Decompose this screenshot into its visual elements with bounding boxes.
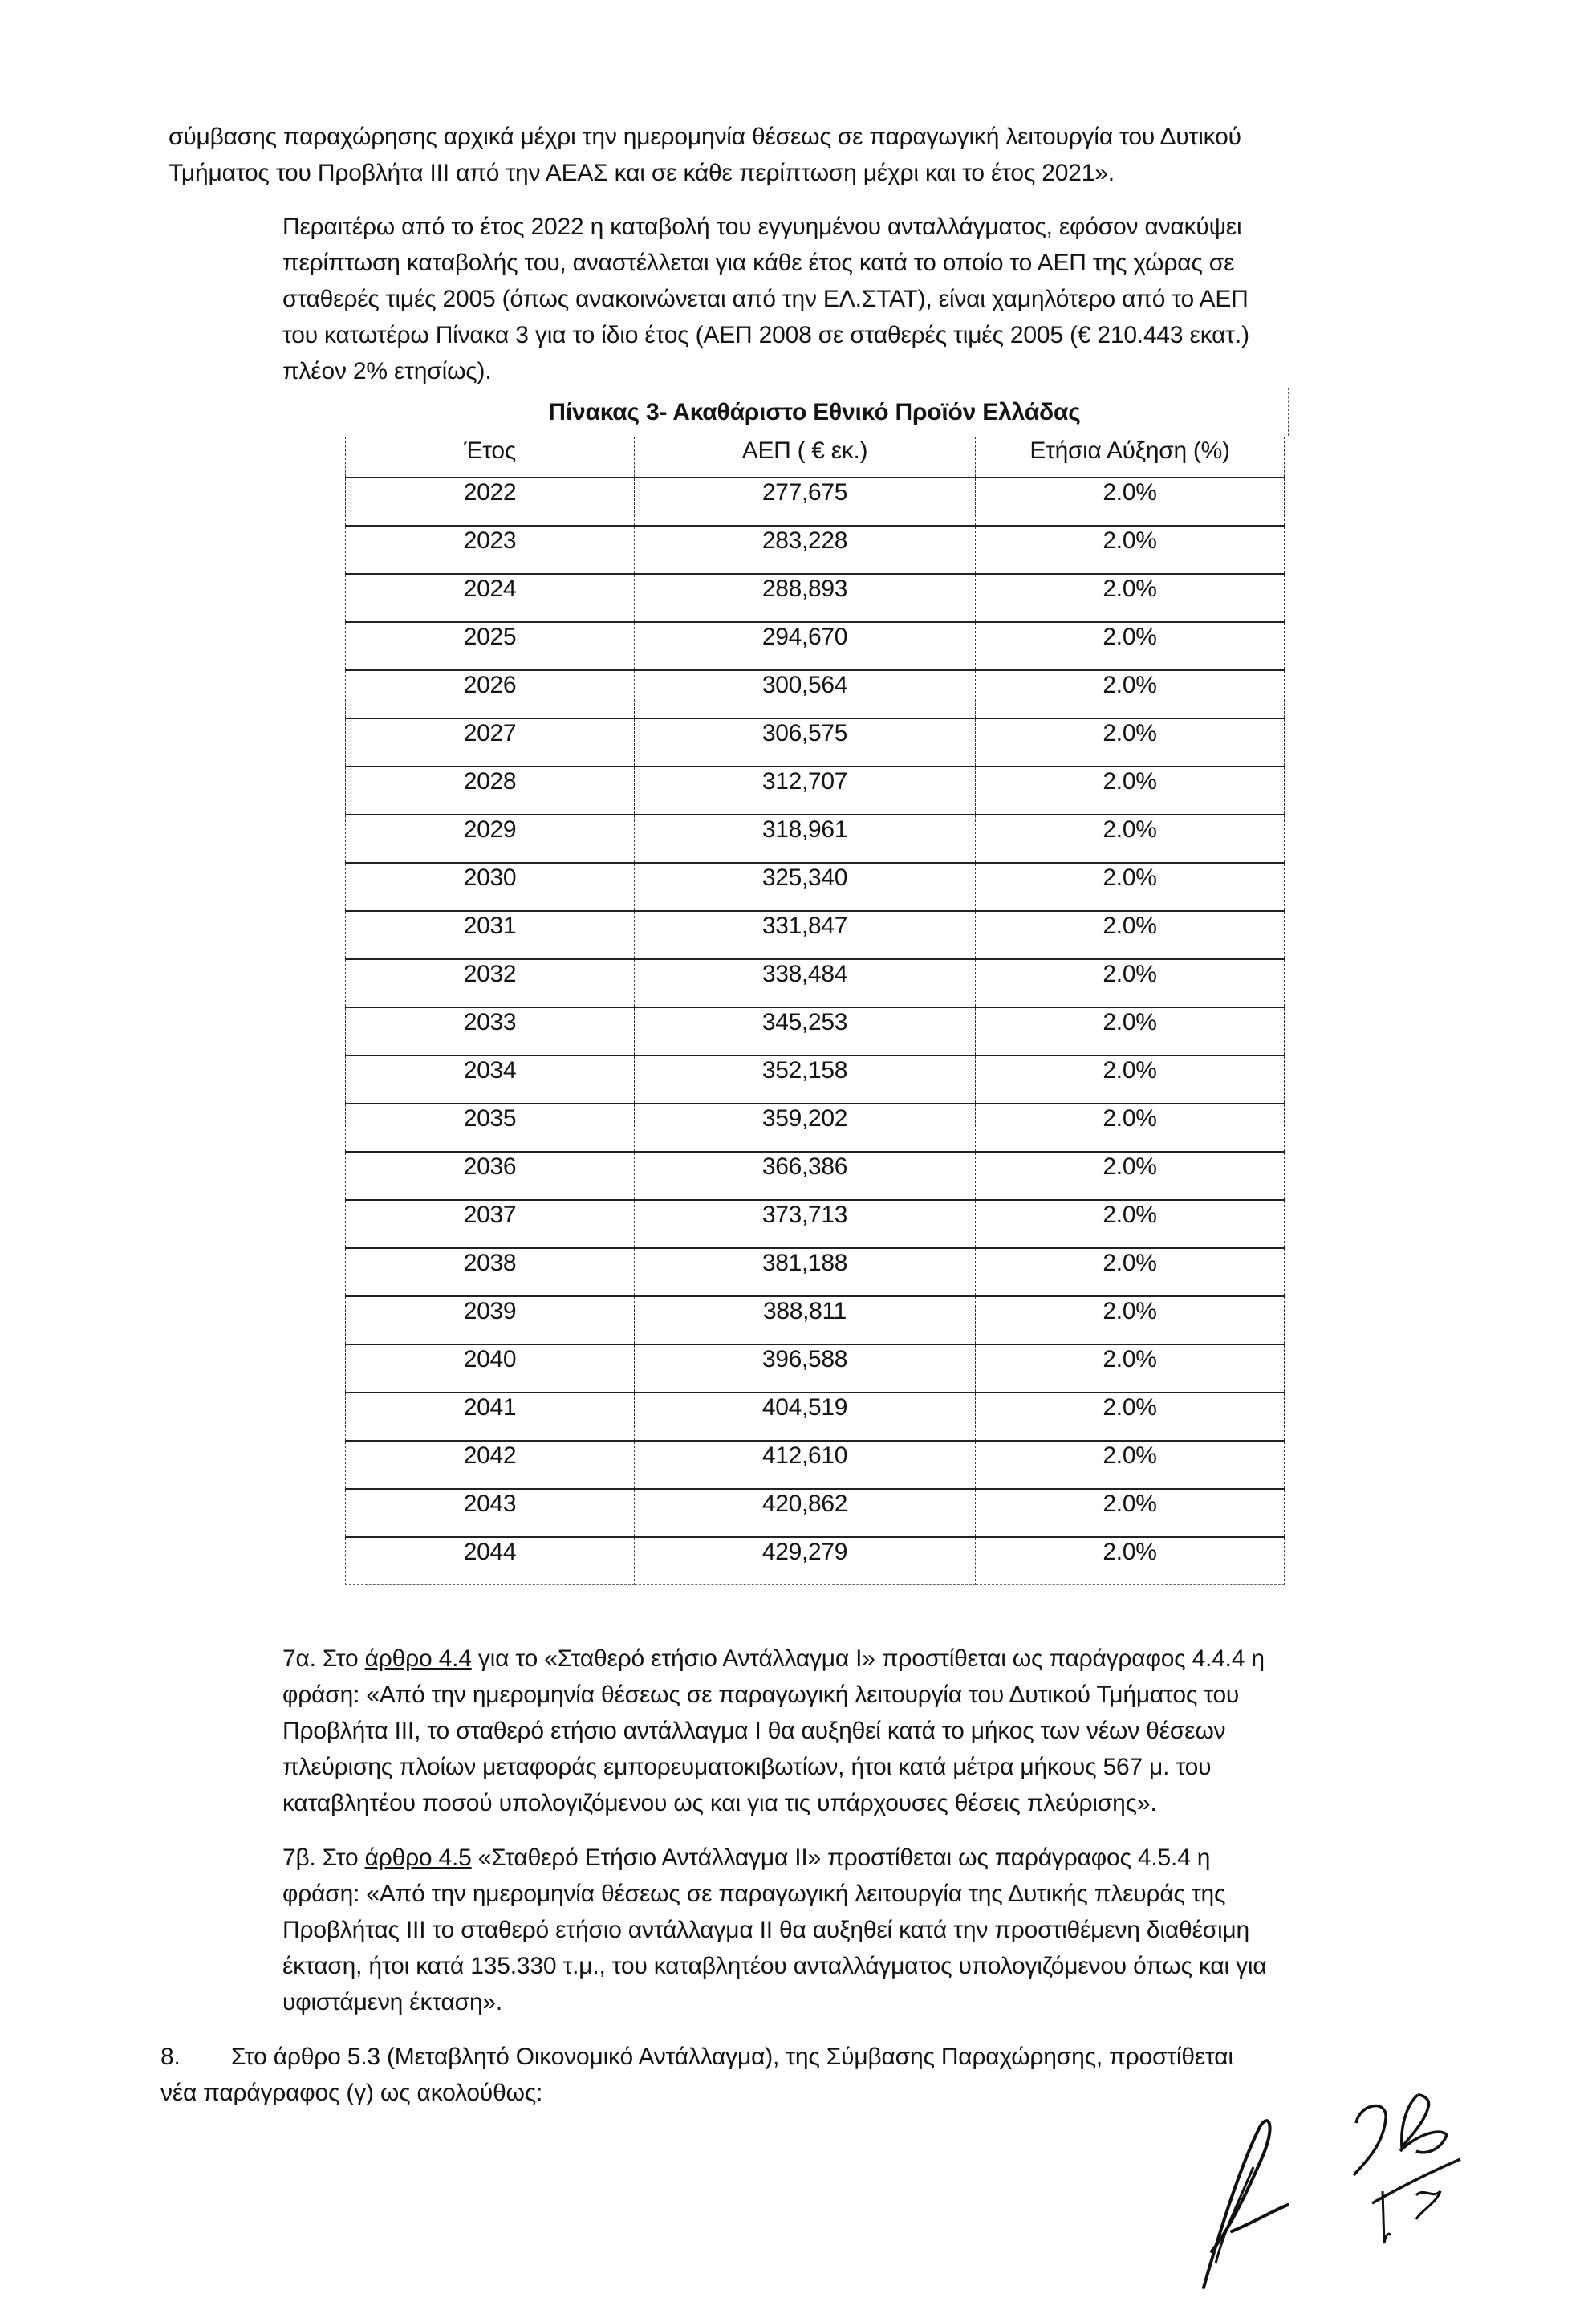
gdp-table [345, 437, 1285, 1585]
text-line: Προβλήτας ΙΙΙ το σταθερό ετήσιο αντάλλαγμα ΙΙ θα αυξηθεί κατά την προστιθέμενη διαθέσιμη [282, 1917, 1249, 1943]
text-line [160, 2039, 1525, 2075]
cell-growth: 2.0% [976, 1248, 1285, 1296]
table-row [346, 863, 1285, 911]
text-line: πλεύρισης πλοίων μεταφοράς εμπορευματοκιβωτίων, ήτοι κατά μέτρα μήκους 567 μ. του [282, 1754, 1212, 1780]
table-row [346, 959, 1285, 1007]
table-row [346, 718, 1285, 767]
table-row [346, 622, 1285, 670]
table-header-row [346, 437, 1285, 478]
table-row [346, 1344, 1285, 1393]
cell-growth: 2.0% [976, 622, 1285, 670]
table-row [346, 1489, 1285, 1537]
table-row [346, 911, 1285, 959]
cell-growth: 2.0% [976, 1007, 1285, 1055]
cell-growth: 2.0% [976, 863, 1285, 911]
cell-year: 2035 [346, 1104, 635, 1152]
section-number: 8. [160, 2044, 181, 2070]
cell-growth: 2.0% [976, 959, 1285, 1007]
cell-gdp: 294,670 [635, 622, 976, 670]
text-line: φράση: «Από την ημερομηνία θέσεως σε παραγωγική λειτουργία της Δυτικής πλευράς της [282, 1881, 1226, 1907]
cell-year: 2037 [346, 1200, 635, 1248]
text-line: Περαιτέρω από το έτος 2022 η καταβολή του εγγυημένου ανταλλάγματος, εφόσον ανακύψει [282, 214, 1242, 240]
text-line: πλέον 2% ετησίως). [282, 358, 492, 384]
cell-growth: 2.0% [976, 526, 1285, 574]
table-border-fragment [1287, 388, 1289, 436]
cell-year: 2040 [346, 1344, 635, 1393]
cell-gdp: 404,519 [635, 1393, 976, 1441]
cell-growth: 2.0% [976, 718, 1285, 767]
cell-gdp: 366,386 [635, 1152, 976, 1200]
text-line [282, 1840, 1514, 1876]
cell-gdp: 345,253 [635, 1007, 976, 1055]
table-row [346, 526, 1285, 574]
article-4-5-link[interactable]: άρθρο 4.5 [364, 1844, 472, 1871]
text-line: υφιστάμενη έκταση». [282, 1989, 503, 2015]
cell-growth: 2.0% [976, 670, 1285, 718]
header-gdp: ΑΕΠ ( € εκ.) [635, 437, 976, 478]
cell-gdp: 381,188 [635, 1248, 976, 1296]
table-row [346, 670, 1285, 718]
cell-gdp: 318,961 [635, 815, 976, 863]
table-row [346, 1152, 1285, 1200]
gdp-table-container [345, 392, 1284, 1585]
text-line: περίπτωση καταβολής του, αναστέλλεται για κάθε έτος κατά το οποίο το ΑΕΠ της χώρας σε [282, 250, 1235, 276]
cell-growth: 2.0% [976, 911, 1285, 959]
cell-growth: 2.0% [976, 1393, 1285, 1441]
cell-gdp: 396,588 [635, 1344, 976, 1393]
table-caption: Πίνακας 3- Ακαθάριστο Εθνικό Προϊόν Ελλάδας [548, 399, 1081, 425]
text-line [282, 1641, 1514, 1677]
table-row [346, 1104, 1285, 1152]
cell-gdp: 352,158 [635, 1055, 976, 1104]
text-line: καταβλητέου ποσού υπολογιζόμενου ως και για τις υπάρχουσες θέσεις πλεύρισης». [282, 1790, 1157, 1816]
cell-year: 2032 [346, 959, 635, 1007]
text-line: νέα παράγραφος (γ) ως ακολούθως: [160, 2080, 543, 2106]
cell-growth: 2.0% [976, 767, 1285, 815]
cell-gdp: 420,862 [635, 1489, 976, 1537]
cell-growth: 2.0% [976, 1489, 1285, 1537]
cell-year: 2033 [346, 1007, 635, 1055]
cell-gdp: 312,707 [635, 767, 976, 815]
cell-growth: 2.0% [976, 1441, 1285, 1489]
article-4-4-link[interactable]: άρθρο 4.4 [364, 1645, 472, 1672]
paragraph-7a [282, 1641, 1514, 1821]
cell-year: 2022 [346, 478, 635, 526]
text-line: Προβλήτα ΙΙΙ, το σταθερό ετήσιο αντάλλαγμα Ι θα αυξηθεί κατά το μήκος των νέων θέσεων [282, 1718, 1226, 1744]
cell-gdp: 277,675 [635, 478, 976, 526]
cell-year: 2034 [346, 1055, 635, 1104]
cell-growth: 2.0% [976, 1537, 1285, 1585]
table-row [346, 574, 1285, 622]
cell-gdp: 288,893 [635, 574, 976, 622]
text-line: του κατωτέρω Πίνακα 3 για το ίδιο έτος (ΑΕΠ 2008 σε σταθερές τιμές 2005 (€ 210.443 εκατ.) [282, 322, 1249, 348]
table-row [346, 767, 1285, 815]
intro-paragraph [169, 119, 1509, 191]
para-text: για το «Σταθερό ετήσιο Αντάλλαγμα Ι» προστίθεται ως παράγραφος 4.4.4 η [471, 1645, 1265, 1672]
cell-growth: 2.0% [976, 1296, 1285, 1344]
cell-gdp: 338,484 [635, 959, 976, 1007]
text-line: Τμήματος του Προβλήτα ΙΙΙ από την ΑΕΑΣ και σε κάθε περίπτωση μέχρι και το έτος 2021». [169, 160, 1115, 186]
text-line: σύμβασης παραχώρησης αρχικά μέχρι την ημερομηνία θέσεως σε παραγωγική λειτουργία του Δυτικού [169, 124, 1241, 150]
cell-gdp: 412,610 [635, 1441, 976, 1489]
table-row [346, 1393, 1285, 1441]
cell-year: 2026 [346, 670, 635, 718]
header-year: Έτος [346, 437, 635, 478]
table-row [346, 1055, 1285, 1104]
text-line: έκταση, ήτοι κατά 135.330 τ.μ., του καταβλητέου ανταλλάγματος υπολογιζόμενου όπως και για [282, 1953, 1267, 1979]
text-line: σταθερές τιμές 2005 (όπως ανακοινώνεται από την ΕΛ.ΣΤΑΤ), είναι χαμηλότερο από το ΑΕΠ [282, 286, 1249, 312]
signature-2-icon [1352, 2091, 1472, 2255]
text-line: φράση: «Από την ημερομηνία θέσεως σε παραγωγική λειτουργία του Δυτικού Τμήματος του [282, 1682, 1240, 1708]
cell-year: 2036 [346, 1152, 635, 1200]
para-text: «Σταθερό Ετήσιο Αντάλλαγμα ΙΙ» προστίθεται ως παράγραφος 4.5.4 η [471, 1844, 1211, 1871]
cell-growth: 2.0% [976, 1344, 1285, 1393]
cell-gdp: 359,202 [635, 1104, 976, 1152]
cell-gdp: 388,811 [635, 1296, 976, 1344]
table-row [346, 1296, 1285, 1344]
cell-year: 2027 [346, 718, 635, 767]
cell-gdp: 429,279 [635, 1537, 976, 1585]
table-row [346, 1537, 1285, 1585]
cell-growth: 2.0% [976, 574, 1285, 622]
cell-year: 2039 [346, 1296, 635, 1344]
cell-year: 2024 [346, 574, 635, 622]
cell-year: 2044 [346, 1537, 635, 1585]
signature-1-icon [1196, 2111, 1292, 2308]
cell-year: 2029 [346, 815, 635, 863]
cell-growth: 2.0% [976, 1055, 1285, 1104]
cell-year: 2041 [346, 1393, 635, 1441]
cell-gdp: 306,575 [635, 718, 976, 767]
paragraph-8 [160, 2039, 1525, 2111]
table-row [346, 1441, 1285, 1489]
cell-gdp: 325,340 [635, 863, 976, 911]
gdp-condition-paragraph [282, 209, 1514, 389]
cell-gdp: 283,228 [635, 526, 976, 574]
table-row [346, 478, 1285, 526]
table-body [346, 478, 1285, 1585]
cell-gdp: 331,847 [635, 911, 976, 959]
cell-year: 2023 [346, 526, 635, 574]
cell-year: 2030 [346, 863, 635, 911]
table-caption-row [345, 392, 1284, 437]
cell-growth: 2.0% [976, 1152, 1285, 1200]
cell-gdp: 373,713 [635, 1200, 976, 1248]
header-growth: Ετήσια Αύξηση (%) [976, 437, 1285, 478]
cell-growth: 2.0% [976, 815, 1285, 863]
paragraph-7b [282, 1840, 1514, 2020]
cell-growth: 2.0% [976, 478, 1285, 526]
cell-gdp: 300,564 [635, 670, 976, 718]
table-row [346, 1200, 1285, 1248]
cell-growth: 2.0% [976, 1200, 1285, 1248]
para-prefix: 7β. Στο [282, 1844, 365, 1871]
cell-year: 2031 [346, 911, 635, 959]
cell-year: 2043 [346, 1489, 635, 1537]
cell-year: 2038 [346, 1248, 635, 1296]
para-prefix: 7α. Στο [282, 1645, 365, 1672]
table-row [346, 1007, 1285, 1055]
cell-year: 2042 [346, 1441, 635, 1489]
para-text: Στο άρθρο 5.3 (Μεταβλητό Οικονομικό Αντάλλαγμα), της Σύμβασης Παραχώρησης, προστίθεται [231, 2044, 1233, 2070]
cell-growth: 2.0% [976, 1104, 1285, 1152]
table-row [346, 815, 1285, 863]
table-row [346, 1248, 1285, 1296]
cell-year: 2028 [346, 767, 635, 815]
cell-year: 2025 [346, 622, 635, 670]
